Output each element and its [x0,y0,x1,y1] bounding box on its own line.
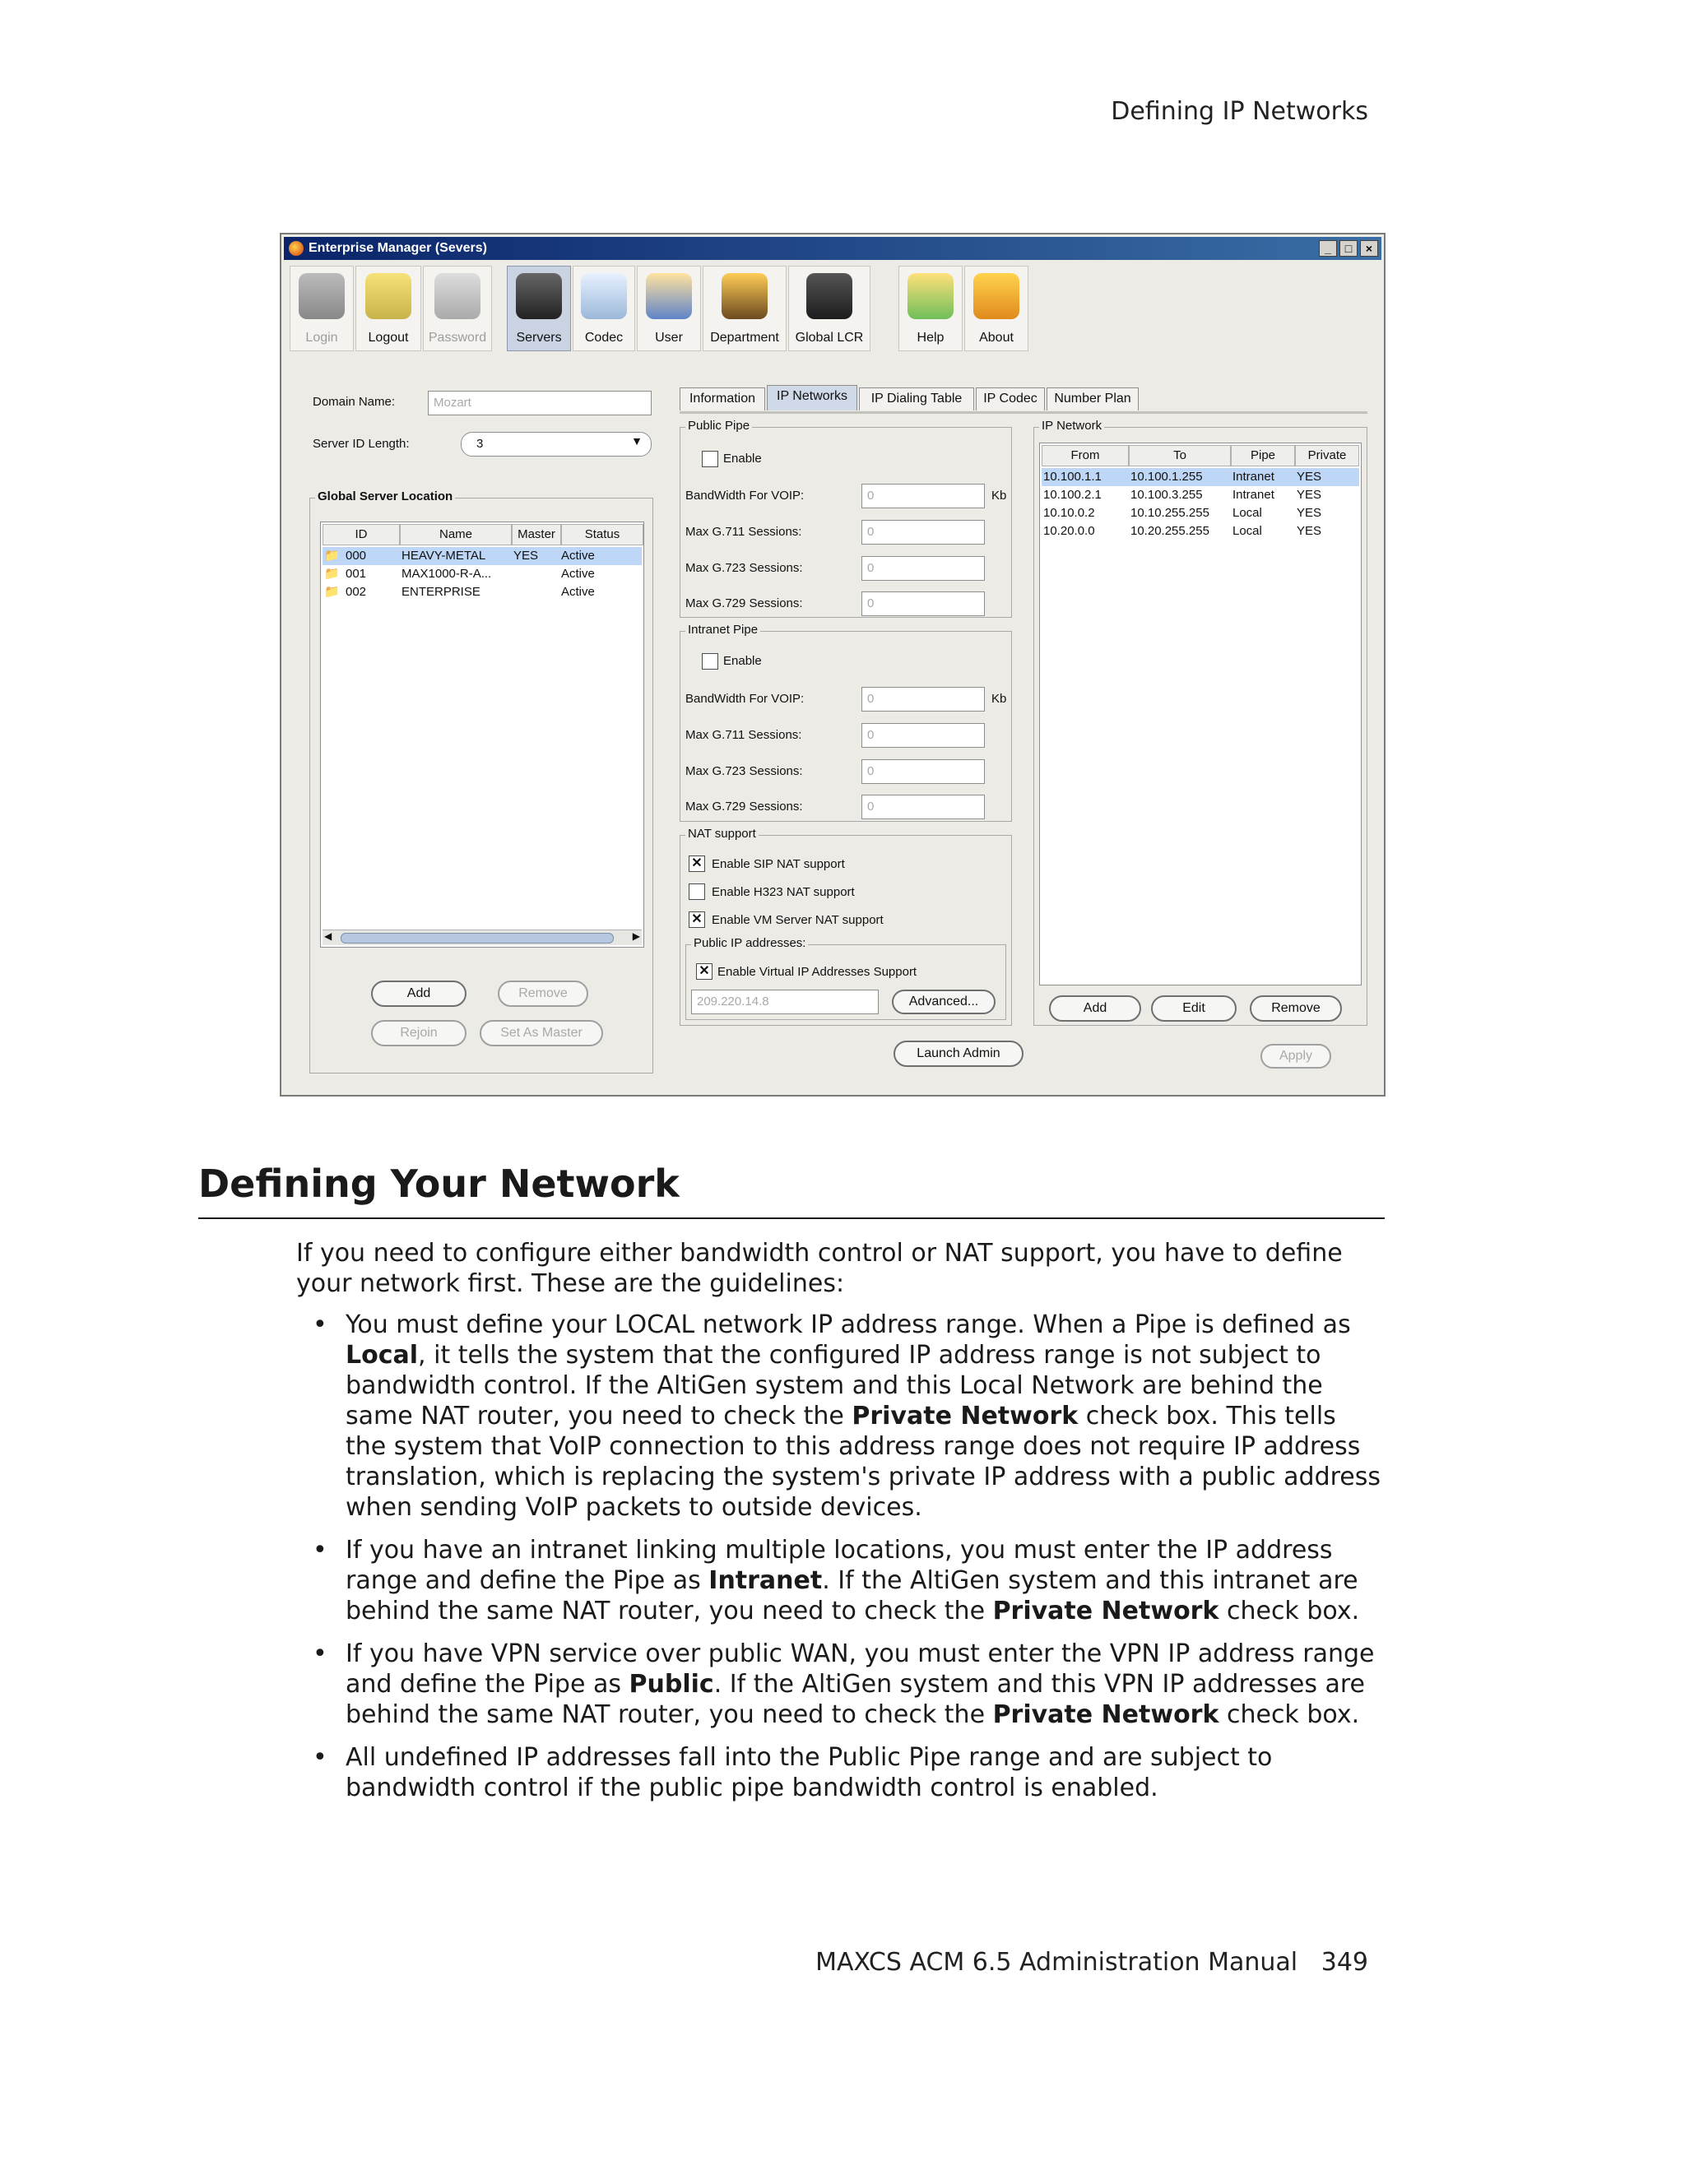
g723-label: Max G.723 Sessions: [685,764,803,778]
row-pipe: Intranet [1232,470,1274,484]
public-g723-field[interactable]: 0 [861,556,985,581]
enterprise-manager-window [280,233,1386,1097]
apply-button[interactable]: Apply [1260,1044,1331,1069]
sip-nat-label: Enable SIP NAT support [712,857,845,871]
bullet-text [346,1535,1382,1626]
text-run: check box. [1218,1597,1360,1625]
bold-term: Private Network [992,1700,1219,1729]
codec-button[interactable] [573,266,635,351]
domain-name-field[interactable]: Mozart [428,391,652,415]
text-run: check box. [1218,1700,1360,1729]
row-to: 10.100.1.255 [1130,470,1203,484]
text-run: . If the AltiGen system and this VPN IP addresses are behind the same NAT router, you need to check the [346,1670,1365,1729]
login-button[interactable] [290,266,354,351]
public-pipe-group [680,419,1012,618]
row-private: YES [1297,506,1322,520]
user-label: User [655,331,683,345]
add-server-button[interactable]: Add [371,981,467,1007]
intranet-pipe-enable-checkbox[interactable] [702,653,718,670]
row-to: 10.20.255.255 [1130,524,1209,538]
bullet-dot: • [313,1639,327,1668]
intranet-g723-field[interactable]: 0 [861,759,985,784]
public-pipe-title: Public Pipe [685,419,752,433]
table-row[interactable] [1042,468,1359,486]
lock-icon [299,273,345,319]
virtual-ip-checkbox[interactable]: ✕ [696,963,713,980]
column-private[interactable]: Private [1295,445,1359,466]
intro-paragraph: If you need to configure either bandwidth control or NAT support, you have to define your network first. These are the guidelines: [296,1239,1343,1298]
chevron-down-icon: ▼ [631,434,643,447]
nat-support-group [680,827,1012,1026]
login-label: Login [305,331,338,345]
row-to: 10.100.3.255 [1130,488,1203,502]
global-lcr-button[interactable] [788,266,870,351]
window-title: Enterprise Manager (Severs) [309,241,487,255]
row-pipe: Local [1232,506,1262,520]
app-icon [289,241,304,256]
g711-label: Max G.711 Sessions: [685,525,802,539]
bullet-dot: • [313,1536,327,1565]
row-name: ENTERPRISE [402,585,480,599]
virtual-ip-label: Enable Virtual IP Addresses Support [717,965,917,979]
kb-unit-label: Kb [991,692,1007,706]
server-id-length-label: Server ID Length: [313,437,410,451]
help-icon [907,273,954,319]
intranet-pipe-title: Intranet Pipe [685,623,760,637]
vm-nat-checkbox[interactable]: ✕ [689,911,705,928]
section-title: Defining Your Network [198,1162,680,1206]
text-run: If you have VPN service over public WAN, you must enter the VPN IP address range and define the Pipe as [346,1639,1375,1699]
global-server-location-title: Global Server Location [315,489,455,503]
sip-nat-checkbox[interactable]: ✕ [689,856,705,872]
about-label: About [979,331,1014,345]
g729-label: Max G.729 Sessions: [685,800,803,814]
codec-label: Codec [584,331,624,345]
intranet-g729-field[interactable]: 0 [861,795,985,819]
about-button[interactable] [964,266,1028,351]
g729-label: Max G.729 Sessions: [685,596,803,610]
row-status: Active [561,549,595,563]
ip-network-table [1039,443,1362,985]
kb-unit-label: Kb [991,489,1007,503]
table-row[interactable] [1042,486,1359,504]
servers-label: Servers [516,331,562,345]
table-row[interactable] [323,565,642,583]
bandwidth-label: BandWidth For VOIP: [685,489,805,503]
row-from: 10.10.0.2 [1043,506,1095,520]
logout-button[interactable] [355,266,421,351]
row-pipe: Local [1232,524,1262,538]
intranet-g711-field[interactable]: 0 [861,723,985,748]
server-icon: 📁 [324,549,340,563]
department-label: Department [710,331,779,345]
table-row[interactable] [1042,504,1359,522]
codec-icon [581,273,627,319]
key-card-icon [365,273,411,319]
bandwidth-label: BandWidth For VOIP: [685,692,805,706]
g711-label: Max G.711 Sessions: [685,728,802,742]
horizontal-scrollbar[interactable] [323,930,642,945]
row-from: 10.100.2.1 [1043,488,1102,502]
bold-term: Local [346,1341,419,1370]
help-label: Help [917,331,945,345]
remove-network-button[interactable]: Remove [1250,995,1342,1022]
g723-label: Max G.723 Sessions: [685,561,803,575]
text-run: . If the AltiGen system and this intranet are behind the same NAT router, you need to check the [346,1566,1358,1625]
text-run: You must define your LOCAL network IP address range. When a Pipe is defined as [346,1310,1351,1339]
row-status: Active [561,585,595,599]
public-g711-field[interactable]: 0 [861,520,985,545]
row-private: YES [1297,524,1322,538]
servers-button[interactable] [507,266,571,351]
scroll-left-icon[interactable]: ◀ [324,930,332,942]
add-network-button[interactable]: Add [1049,995,1141,1022]
intranet-bandwidth-field[interactable]: 0 [861,687,985,712]
server-location-table [320,522,644,948]
row-from: 10.100.1.1 [1043,470,1102,484]
scrollbar-thumb[interactable] [341,933,614,944]
server-icon: 📁 [324,585,340,599]
row-name: HEAVY-METAL [402,549,486,563]
text-run: , it tells the system that the configured IP address range is not subject to bandwidth control. If the AltiGen system and this Local Network are behind the same NAT router, you need to check the [346,1341,1323,1430]
ip-network-group [1033,419,1367,1026]
global-server-location-group [309,489,653,1073]
bullet-text [346,1639,1382,1730]
tab-divider [680,411,1367,414]
row-master: YES [513,549,539,563]
about-icon [973,273,1019,319]
advanced-button[interactable]: Advanced... [892,990,996,1014]
public-pipe-enable-label: Enable [723,452,762,466]
department-button[interactable] [703,266,787,351]
row-private: YES [1297,488,1322,502]
h323-nat-label: Enable H323 NAT support [712,885,855,899]
user-icon [646,273,692,319]
tab-ip-networks[interactable]: IP Networks [767,385,857,410]
tab-information[interactable]: Information [680,387,765,410]
router-icon [806,273,852,319]
running-footer [815,1948,1368,1977]
column-status[interactable]: Status [561,524,643,545]
public-pipe-enable-checkbox[interactable] [702,451,718,467]
h323-nat-checkbox[interactable] [689,883,705,900]
maximize-button[interactable]: □ [1339,240,1358,257]
public-bandwidth-field[interactable]: 0 [861,484,985,508]
server-icon: 📁 [324,567,340,581]
table-row[interactable] [1042,522,1359,540]
text-run: check box. This tells the system that VoIP connection to this address range does not require IP address translation, which is replacing the system's private IP address with a public address when sending VoIP packets to outside devices. [346,1402,1381,1522]
set-as-master-button[interactable]: Set As Master [480,1020,603,1046]
running-header: Defining IP Networks [1111,97,1368,126]
table-row[interactable] [323,583,642,601]
column-name[interactable]: Name [400,524,512,545]
tab-ip-codec[interactable]: IP Codec [976,387,1045,410]
row-private: YES [1297,470,1322,484]
window-titlebar [284,237,1381,260]
minimize-button[interactable]: _ [1319,240,1337,257]
text-run: If you have an intranet linking multiple locations, you must enter the IP address range and define the Pipe as [346,1536,1333,1595]
column-id[interactable]: ID [323,524,400,545]
row-to: 10.10.255.255 [1130,506,1209,520]
intranet-pipe-enable-label: Enable [723,654,762,668]
section-rule [198,1217,1385,1219]
bullet-dot: • [313,1743,327,1772]
column-pipe[interactable]: Pipe [1231,445,1295,466]
remove-server-button[interactable]: Remove [498,981,588,1007]
server-icon [516,273,562,319]
server-id-length-select[interactable] [461,432,652,457]
scroll-right-icon[interactable]: ▶ [632,930,640,942]
edit-network-button[interactable]: Edit [1151,995,1237,1022]
row-name: MAX1000-R-A... [402,567,492,581]
rejoin-button[interactable]: Rejoin [371,1020,467,1046]
tab-ip-dialing-table[interactable]: IP Dialing Table [859,387,974,410]
intranet-pipe-group [680,623,1012,822]
row-from: 10.20.0.0 [1043,524,1095,538]
domain-name-label: Domain Name: [313,395,396,409]
user-button[interactable] [637,266,701,351]
column-master[interactable]: Master [512,524,561,545]
column-from[interactable]: From [1042,445,1129,466]
keys-icon [434,273,480,319]
manual-title: MAXCS ACM 6.5 Administration Manual [815,1948,1298,1977]
department-icon [722,273,768,319]
column-to[interactable]: To [1129,445,1231,466]
help-button[interactable] [898,266,963,351]
ip-network-title: IP Network [1039,419,1104,433]
vm-nat-label: Enable VM Server NAT support [712,913,884,927]
page-number: 349 [1321,1948,1368,1977]
bullet-text: All undefined IP addresses fall into the Public Pipe range and are subject to bandwidth control if the public pipe bandwidth control is enabled. [346,1743,1273,1802]
public-ip-field[interactable]: 209.220.14.8 [691,990,879,1014]
public-ip-addresses-group [685,936,1006,1020]
password-button[interactable] [423,266,492,351]
row-id: 002 [346,585,367,599]
logout-label: Logout [368,331,409,345]
row-id: 001 [346,567,367,581]
close-button[interactable]: × [1360,240,1378,257]
bold-term: Private Network [992,1597,1219,1625]
bold-term: Public [629,1670,714,1699]
toolbar [290,266,1376,356]
global-lcr-label: Global LCR [795,331,864,345]
table-row[interactable] [323,547,642,565]
bold-term: Intranet [708,1566,823,1595]
public-g729-field[interactable]: 0 [861,591,985,616]
row-status: Active [561,567,595,581]
password-label: Password [428,331,487,345]
row-id: 000 [346,549,367,563]
nat-support-title: NAT support [685,827,759,841]
tab-number-plan[interactable]: Number Plan [1047,387,1139,410]
public-ip-addresses-title: Public IP addresses: [691,936,808,950]
bullet-text [346,1310,1382,1523]
bullet-dot: • [313,1310,327,1339]
launch-admin-button[interactable]: Launch Admin [894,1041,1024,1067]
bold-term: Private Network [852,1402,1079,1430]
row-pipe: Intranet [1232,488,1274,502]
server-id-length-value: 3 [476,437,484,451]
